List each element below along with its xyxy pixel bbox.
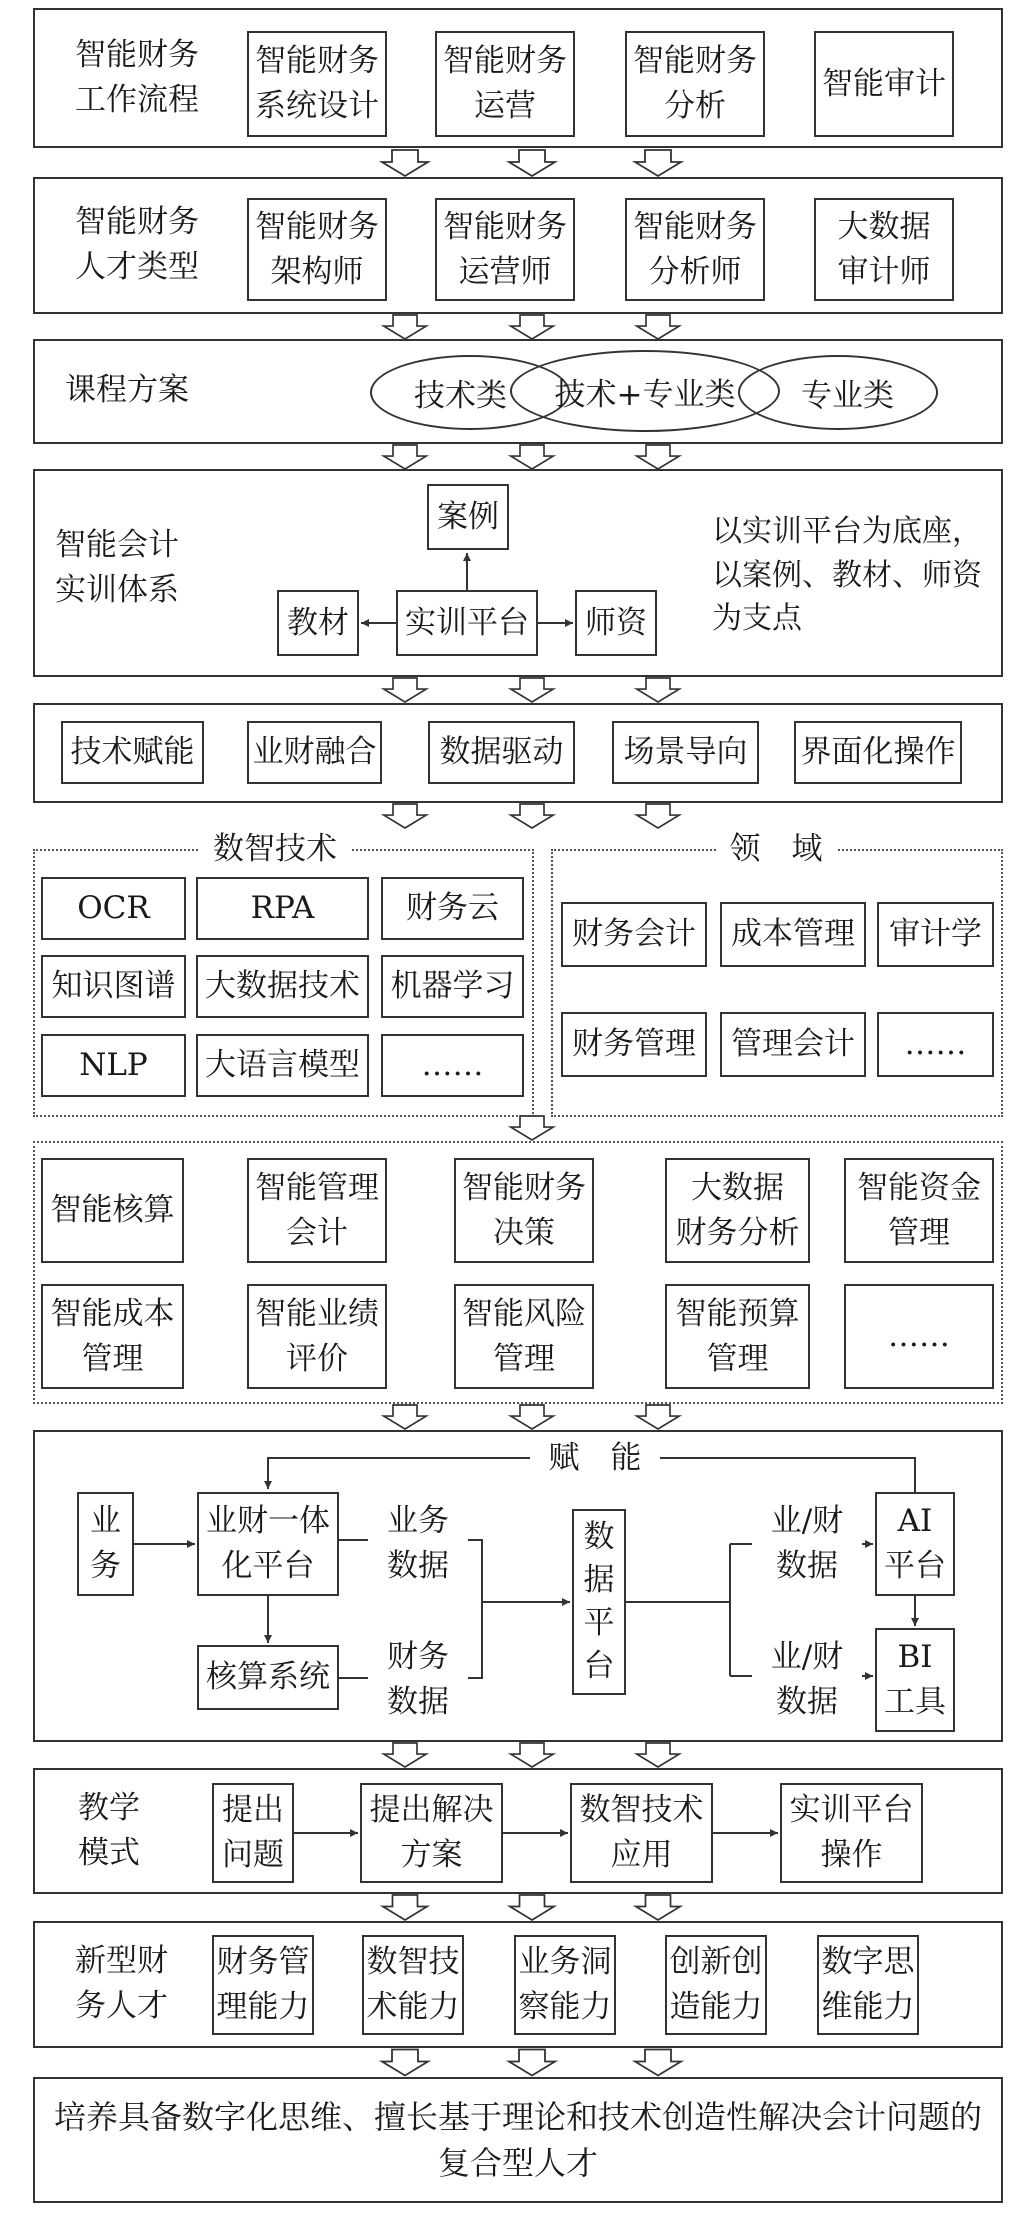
talent-type-item: 大数据 审计师: [814, 198, 954, 301]
training-system-label: 智能会计 实训体系: [55, 527, 179, 608]
course-plan-label: 课程方案: [65, 371, 189, 408]
feature-item: 业财融合: [247, 721, 382, 784]
integrated-platform-box: 业财一体 化平台: [197, 1492, 339, 1596]
accounting-system-box: 核算系统: [197, 1645, 339, 1710]
talent-type-item: 智能财务 架构师: [247, 198, 387, 301]
talent-type-item: 智能财务 运营师: [435, 198, 575, 301]
application-item: 智能核算: [41, 1158, 184, 1263]
teaching-step: 提出解决 方案: [360, 1783, 503, 1883]
tech-item: NLP: [41, 1034, 186, 1097]
teaching-step: 数智技术 应用: [570, 1783, 713, 1883]
tech-item: RPA: [196, 877, 369, 940]
workflow-label: 智能财务 工作流程: [75, 37, 199, 118]
application-item: 智能预算 管理: [665, 1284, 810, 1389]
feature-item: 技术赋能: [61, 721, 204, 784]
workflow-item: 智能审计: [814, 31, 954, 137]
feature-item: 界面化操作: [794, 721, 962, 784]
teaching-step: 提出 问题: [212, 1783, 294, 1883]
talent-type-label: 智能财务 人才类型: [75, 204, 199, 285]
workflow-item: 智能财务 分析: [625, 31, 765, 137]
competency-item: 创新创 造能力: [665, 1935, 767, 2035]
business-box: 业 务: [77, 1492, 134, 1596]
goal-box: 培养具备数字化思维、擅长基于理论和技术创造性解决会计问题的 复合型人才: [33, 2077, 1003, 2203]
course-ellipse-tech: 技术类: [370, 355, 570, 430]
competency-item: 数智技 术能力: [362, 1935, 464, 2035]
field-title: 领 域: [716, 826, 836, 872]
field-item: 财务会计: [561, 902, 707, 967]
field-item: 财务管理: [561, 1012, 707, 1077]
tech-item: ……: [381, 1034, 524, 1097]
field-item: 成本管理: [720, 902, 866, 967]
application-item: 智能成本 管理: [41, 1284, 184, 1389]
tech-item: OCR: [41, 877, 186, 940]
ai-platform-box: AI 平台: [875, 1492, 955, 1596]
training-platform-box: 实训平台: [396, 590, 538, 656]
application-item: 智能财务 决策: [454, 1158, 594, 1263]
application-item: ……: [844, 1284, 994, 1389]
talent-type-item: 智能财务 分析师: [625, 198, 765, 301]
textbook-box: 教材: [277, 590, 359, 656]
application-item: 智能资金 管理: [844, 1158, 994, 1263]
bf-data-label-top: 业/财 数据: [770, 1503, 844, 1584]
field-item: 管理会计: [720, 1012, 866, 1077]
case-box: 案例: [427, 484, 509, 550]
feature-item: 数据驱动: [428, 721, 575, 784]
teaching-mode-label: 教学 模式: [78, 1790, 140, 1871]
tech-item: 财务云: [381, 877, 524, 940]
application-item: 智能业绩 评价: [247, 1284, 387, 1389]
workflow-item: 智能财务 系统设计: [247, 31, 387, 137]
application-item: 智能风险 管理: [454, 1284, 594, 1389]
empowerment-label: 赋 能: [530, 1436, 660, 1480]
course-ellipse-spec: 专业类: [738, 355, 938, 430]
teaching-step: 实训平台 操作: [780, 1783, 923, 1883]
field-item: 审计学: [877, 902, 994, 967]
workflow-item: 智能财务 运营: [435, 31, 575, 137]
business-data-label: 业务 数据: [387, 1503, 449, 1584]
application-item: 智能管理 会计: [247, 1158, 387, 1263]
data-platform-box: 数 据 平 台: [572, 1509, 626, 1695]
tech-title: 数智技术: [200, 826, 350, 872]
faculty-box: 师资: [575, 590, 657, 656]
competency-item: 财务管 理能力: [212, 1935, 314, 2035]
new-talent-label: 新型财 务人才: [75, 1943, 168, 2024]
competency-item: 数字思 维能力: [817, 1935, 919, 2035]
feature-item: 场景导向: [612, 721, 759, 784]
application-item: 大数据 财务分析: [665, 1158, 810, 1263]
tech-item: 知识图谱: [41, 955, 186, 1018]
field-item: ……: [877, 1012, 994, 1077]
bf-data-label-bottom: 业/财 数据: [770, 1639, 844, 1720]
competency-item: 业务洞 察能力: [514, 1935, 616, 2035]
tech-item: 机器学习: [381, 955, 524, 1018]
bi-tools-box: BI 工具: [875, 1628, 955, 1732]
tech-item: 大数据技术: [196, 955, 369, 1018]
training-system-note: 以实训平台为底座， 以案例、教材、师资 为支点: [712, 514, 982, 636]
course-ellipse-mixed: 技术+专业类: [510, 350, 780, 432]
financial-data-label: 财务 数据: [387, 1639, 449, 1720]
tech-item: 大语言模型: [196, 1034, 369, 1097]
